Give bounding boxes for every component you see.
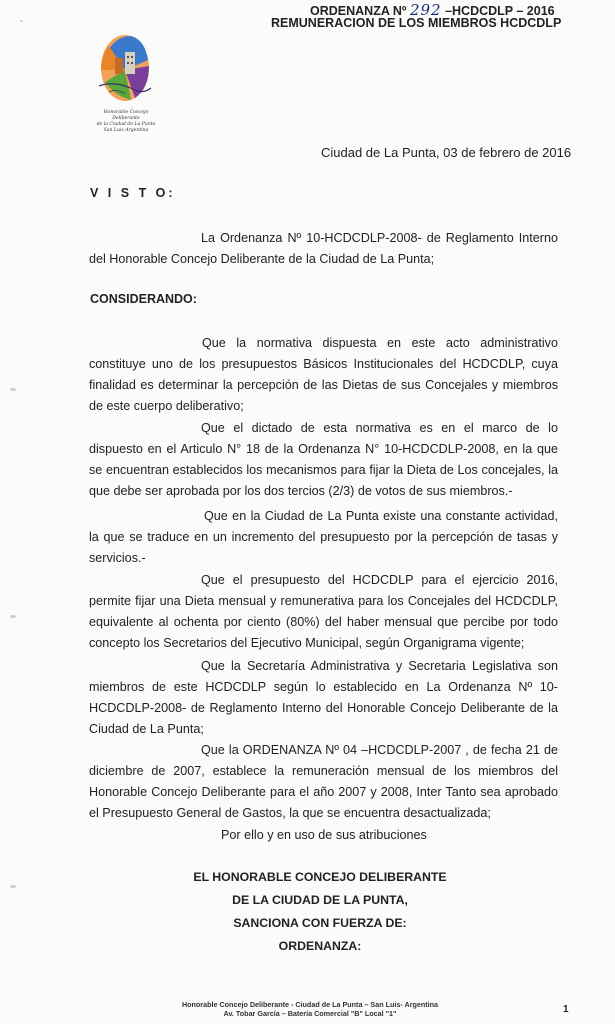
considerando-paragraph: [89, 570, 558, 654]
logo-caption-line: de la Ciudad de La Punta: [96, 122, 156, 127]
considerando-text: Que la ORDENANZA Nº 04 –HCDCDLP-2007 , de fecha 21 de diciembre de 2007, establece la remuneración mensual de los miembros del Honorable Concejo Deliberante para el año 2007 y 2008, Inter Tanto sea aprobado el Presupuesto General de Gastos, la que se encuentra desactualizada;: [89, 743, 558, 820]
considerando-paragraph: [89, 740, 558, 824]
scan-speck: [10, 885, 16, 888]
scan-speck: [10, 388, 16, 391]
considerando-text: Que el presupuesto del HCDCDLP para el ejercicio 2016, permite fijar una Dieta mensual y remunerativa para los Concejales del HCDCDLP, equivalente al ochenta por ciento (80%) del haber mensual que percibe por todo concepto los Secretarios del Ejecutivo Municipal, según Organigrama vigente;: [89, 573, 558, 650]
page-footer: [150, 1000, 470, 1018]
council-logo: [95, 30, 155, 110]
footer-line: Av. Tobar García – Batería Comercial "B" Local "1": [223, 1009, 397, 1018]
visto-heading: V I S T O:: [90, 186, 176, 200]
ordinance-number-handwritten: 292: [409, 1, 442, 19]
considerando-paragraph: [89, 825, 558, 846]
considerando-paragraph: [89, 656, 558, 740]
considerando-paragraph: [89, 506, 558, 569]
visto-text: La Ordenanza Nº 10-HCDCDLP-2008- de Reglamento Interno del Honorable Concejo Deliberante de la Ciudad de La Punta;: [89, 231, 558, 266]
resolution-line: DE LA CIUDAD DE LA PUNTA,: [232, 893, 408, 907]
visto-paragraph: [89, 228, 558, 270]
footer-line: Honorable Concejo Deliberante - Ciudad de La Punta – San Luis- Argentina: [181, 1000, 439, 1009]
considerando-text: Que el dictado de esta normativa es en el marco de lo dispuesto en el Articulo N° 18 de la Ordenanza N° 10-HCDCDLP-2008, en la que se encuentran establecidos los mecanismos para fijar la Dieta de Los concejales, la que debe ser aprobada por los dos tercios (2/3) de votos de sus miembros.-: [89, 421, 558, 498]
scan-speck: [10, 615, 16, 618]
considerando-text: Que la normativa dispuesta en este acto administrativo constituye uno de los presupuestos Básicos Institucionales del HCDCDLP, cuya finalidad es determinar la percepción de las Dietas de sus Concejales y miembros de este cuerpo deliberativo;: [89, 336, 558, 413]
considerando-text: Por ello y en uso de sus atribuciones: [221, 828, 427, 842]
logo-caption: [90, 110, 162, 134]
ordinance-suffix: –HCDCDLP – 2016: [445, 4, 555, 18]
considerando-text: Que la Secretaría Administrativa y Secretaria Legislativa son miembros de este HCDCDLP según lo establecido en La Ordenanza Nº 10-HCDCDLP-2008- de Reglamento Interno del Honorable Concejo Deliberante de la Ciudad de La Punta;: [89, 659, 558, 736]
considerando-paragraph: [89, 333, 558, 417]
considerando-heading: CONSIDERANDO:: [90, 292, 197, 306]
logo-caption-line: Honorable Concejo Deliberante: [103, 110, 149, 121]
date-line: Ciudad de La Punta, 03 de febrero de 2016: [321, 145, 572, 160]
page-number: 1: [563, 1004, 569, 1015]
resolution-line: ORDENANZA:: [278, 939, 362, 953]
ordinance-prefix: ORDENANZA Nº: [310, 4, 407, 18]
scan-speck: [20, 20, 23, 22]
resolution-line: EL HONORABLE CONCEJO DELIBERANTE: [193, 870, 447, 884]
logo-caption-line: San Luis Argentina: [103, 128, 149, 133]
considerando-paragraph: [89, 418, 558, 502]
ordinance-subject: REMUNERACION DE LOS MIEMBROS HCDCDLP: [271, 16, 562, 30]
resolution-block: [150, 866, 490, 958]
considerando-text: Que en la Ciudad de La Punta existe una constante actividad, la que se traduce en un incremento del presupuesto por la percepción de tasas y servicios.-: [89, 509, 558, 565]
resolution-line: SANCIONA CON FUERZA DE:: [233, 916, 407, 930]
